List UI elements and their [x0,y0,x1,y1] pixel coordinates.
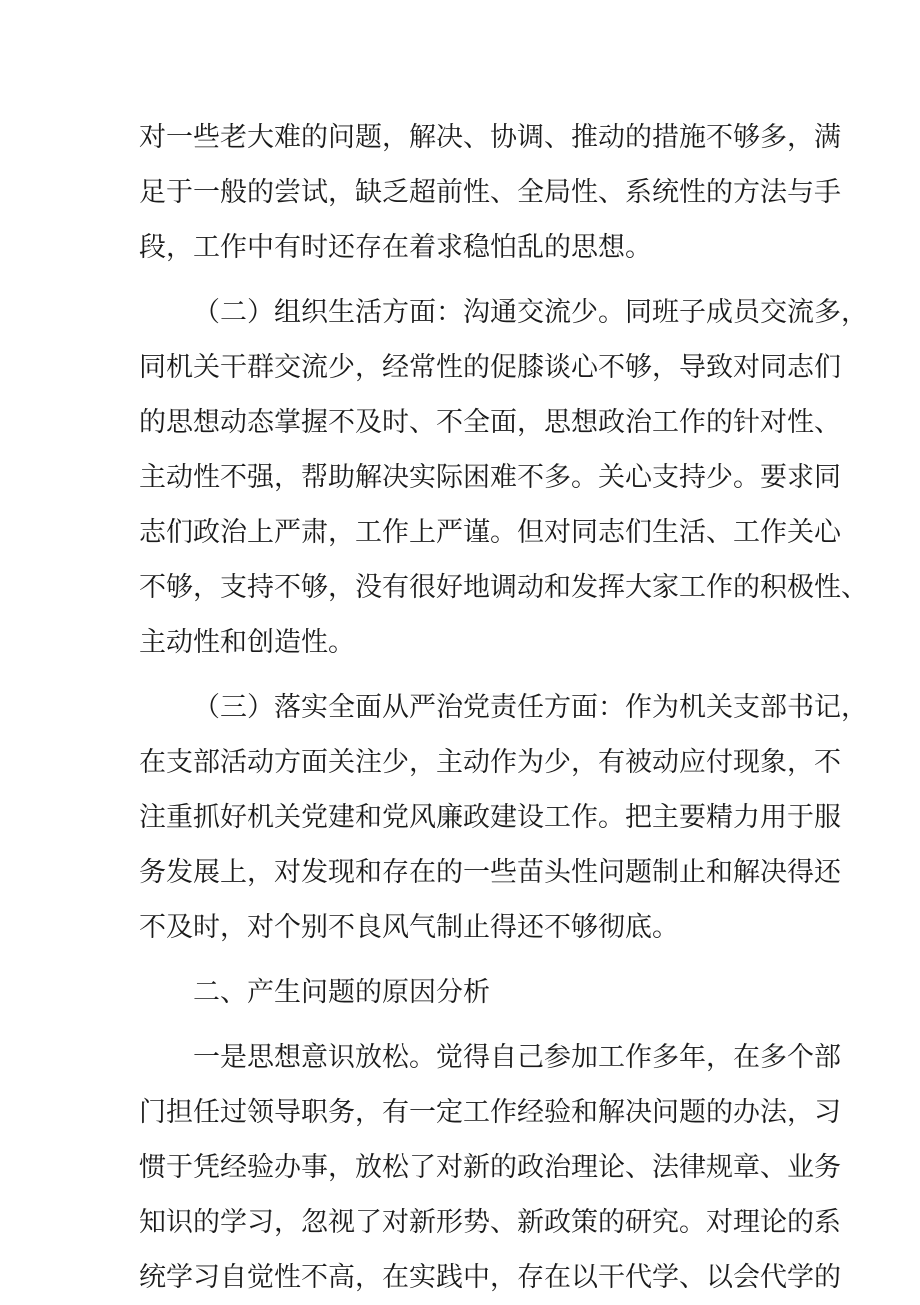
text-line: （三）落实全面从严治党责任方面：作为机关支部书记， [193,692,868,723]
paragraph-party-governance [139,680,868,955]
text-line: 不及时，对个别不良风气制止得还不够彻底。 [139,912,679,943]
text-line: 足于一般的尝试，缺乏超前性、全局性、系统性的方法与手 [139,177,841,208]
paragraph-work-methods [139,110,841,275]
text-line: 同机关干群交流少，经常性的促膝谈心不够，导致对同志们 [139,352,841,383]
paragraph-organizational-life [139,285,868,670]
section-heading-text: 二、产生问题的原因分析 [193,977,490,1008]
text-line: 在支部活动方面关注少，主动作为少，有被动应付现象，不 [139,747,841,778]
text-line: 志们政治上严肃，工作上严谨。但对同志们生活、工作关心 [139,517,841,548]
text-line: 段，工作中有时还存在着求稳怕乱的思想。 [139,232,652,263]
text-line: 门担任过领导职务，有一定工作经验和解决问题的办法，习 [139,1097,841,1128]
text-line: 务发展上，对发现和存在的一些苗头性问题制止和解决得还 [139,857,841,888]
text-line: 主动性不强，帮助解决实际困难不多。关心支持少。要求同 [139,462,841,493]
text-line: 一是思想意识放松。觉得自己参加工作多年，在多个部 [193,1042,841,1073]
text-line: 的思想动态掌握不及时、不全面，思想政治工作的针对性、 [139,407,841,438]
document-body [139,110,868,1305]
text-line: 对一些老大难的问题，解决、协调、推动的措施不够多，满 [139,122,841,153]
text-line: 注重抓好机关党建和党风廉政建设工作。把主要精力用于服 [139,802,841,833]
paragraph-cause-analysis [139,1030,841,1305]
text-line: 统学习自觉性不高，在实践中，存在以干代学、以会代学的 [139,1262,841,1293]
section-heading [139,965,779,1020]
text-line: 主动性和创造性。 [139,627,355,658]
text-line: 惯于凭经验办事，放松了对新的政治理论、法律规章、业务 [139,1152,841,1183]
text-line: 知识的学习，忽视了对新形势、新政策的研究。对理论的系 [139,1207,841,1238]
text-line: （二）组织生活方面：沟通交流少。同班子成员交流多， [193,297,868,328]
text-line: 不够，支持不够，没有很好地调动和发挥大家工作的积极性、 [139,572,868,603]
